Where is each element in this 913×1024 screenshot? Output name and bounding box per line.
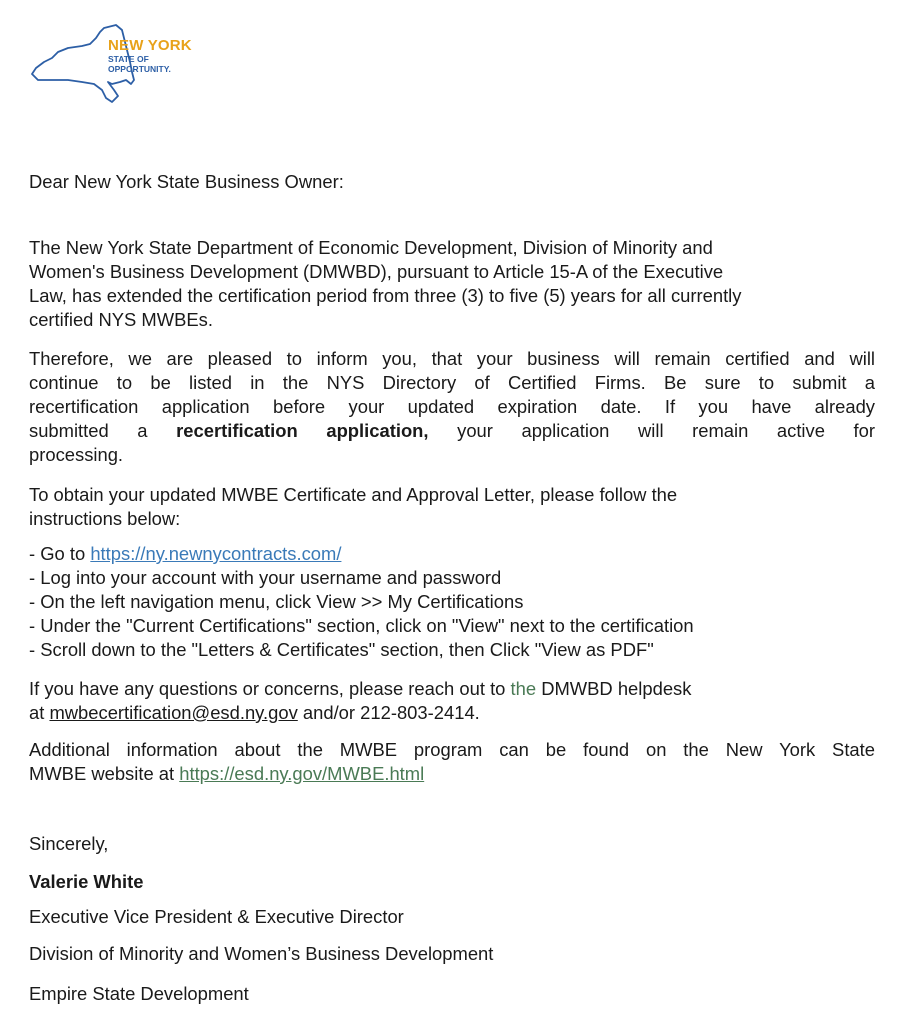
- paragraph-line: The New York State Department of Economic Development, Division of Minority and: [29, 237, 713, 258]
- step-item: - Under the "Current Certifications" section, click on "View" next to the certification: [29, 615, 694, 636]
- line-text-green: the: [510, 678, 537, 699]
- step-item: - Scroll down to the "Letters & Certificates" section, then Click "View as PDF": [29, 639, 654, 660]
- mwbe-website-link[interactable]: https://esd.ny.gov/MWBE.html: [179, 763, 425, 784]
- paragraph-line: [29, 701, 875, 725]
- step-text: - Go to: [29, 543, 91, 564]
- step-item: - On the left navigation menu, click View >> My Certifications: [29, 591, 524, 612]
- line-text: and/or 212-803-2414.: [297, 702, 480, 723]
- helpdesk-email-link[interactable]: mwbecertification@esd.ny.gov: [49, 702, 298, 723]
- paragraph-line: Women's Business Development (DMWBD), pursuant to Article 15-A of the Executive: [29, 261, 724, 282]
- paragraph-line: continue to be listed in the NYS Directory of Certified Firms. Be sure to submit a: [29, 372, 875, 393]
- paragraph-line: certified NYS MWBEs.: [29, 309, 213, 330]
- salutation: Dear New York State Business Owner:: [29, 171, 344, 192]
- logo-title: NEW YORK: [108, 37, 192, 54]
- bold-recertification-application: recertification application,: [176, 420, 429, 441]
- instruction-steps: [29, 542, 875, 662]
- logo-subtitle: STATE OF OPPORTUNITY.: [108, 54, 171, 74]
- line-text: DMWBD helpdesk: [536, 678, 692, 699]
- line-text: your application will remain active for: [457, 420, 875, 441]
- paragraph-line: instructions below:: [29, 508, 181, 529]
- paragraph-additional-info: [29, 738, 875, 786]
- line-text: If you have any questions or concerns, please reach out to: [29, 678, 511, 699]
- paragraph-line: [29, 762, 875, 786]
- paragraph-line: [29, 677, 875, 701]
- step-item: - Log into your account with your username and password: [29, 567, 502, 588]
- line-text: at: [29, 702, 50, 723]
- paragraph-line: processing.: [29, 444, 124, 465]
- closing: Sincerely,: [29, 833, 109, 854]
- paragraph-extension-notice: [29, 236, 875, 332]
- paragraph-line: Therefore, we are pleased to inform you, that your business will remain certified and will: [29, 348, 875, 369]
- line-text: MWBE website at: [29, 763, 180, 784]
- paragraph-line: [29, 419, 875, 443]
- line-text: submitted a: [29, 420, 148, 441]
- paragraph-line: Law, has extended the certification period from three (3) to five (5) years for all currently: [29, 285, 742, 306]
- signatory-name: Valerie White: [29, 871, 144, 892]
- paragraph-line: To obtain your updated MWBE Certificate and Approval Letter, please follow the: [29, 484, 678, 505]
- nys-logo: [30, 22, 220, 108]
- paragraph-line: Additional information about the MWBE program can be found on the New York State: [29, 739, 875, 760]
- signatory-organization: Empire State Development: [29, 983, 249, 1004]
- step-item: [29, 542, 875, 566]
- newnycontracts-link[interactable]: https://ny.newnycontracts.com/: [90, 543, 342, 564]
- paragraph-instructions-intro: [29, 483, 875, 531]
- signatory-title: Executive Vice President & Executive Director: [29, 906, 404, 927]
- paragraph-line: recertification application before your updated expiration date. If you have already: [29, 396, 875, 417]
- signatory-division: Division of Minority and Women’s Business Development: [29, 943, 494, 964]
- paragraph-remain-certified: [29, 347, 875, 467]
- paragraph-contact: [29, 677, 875, 725]
